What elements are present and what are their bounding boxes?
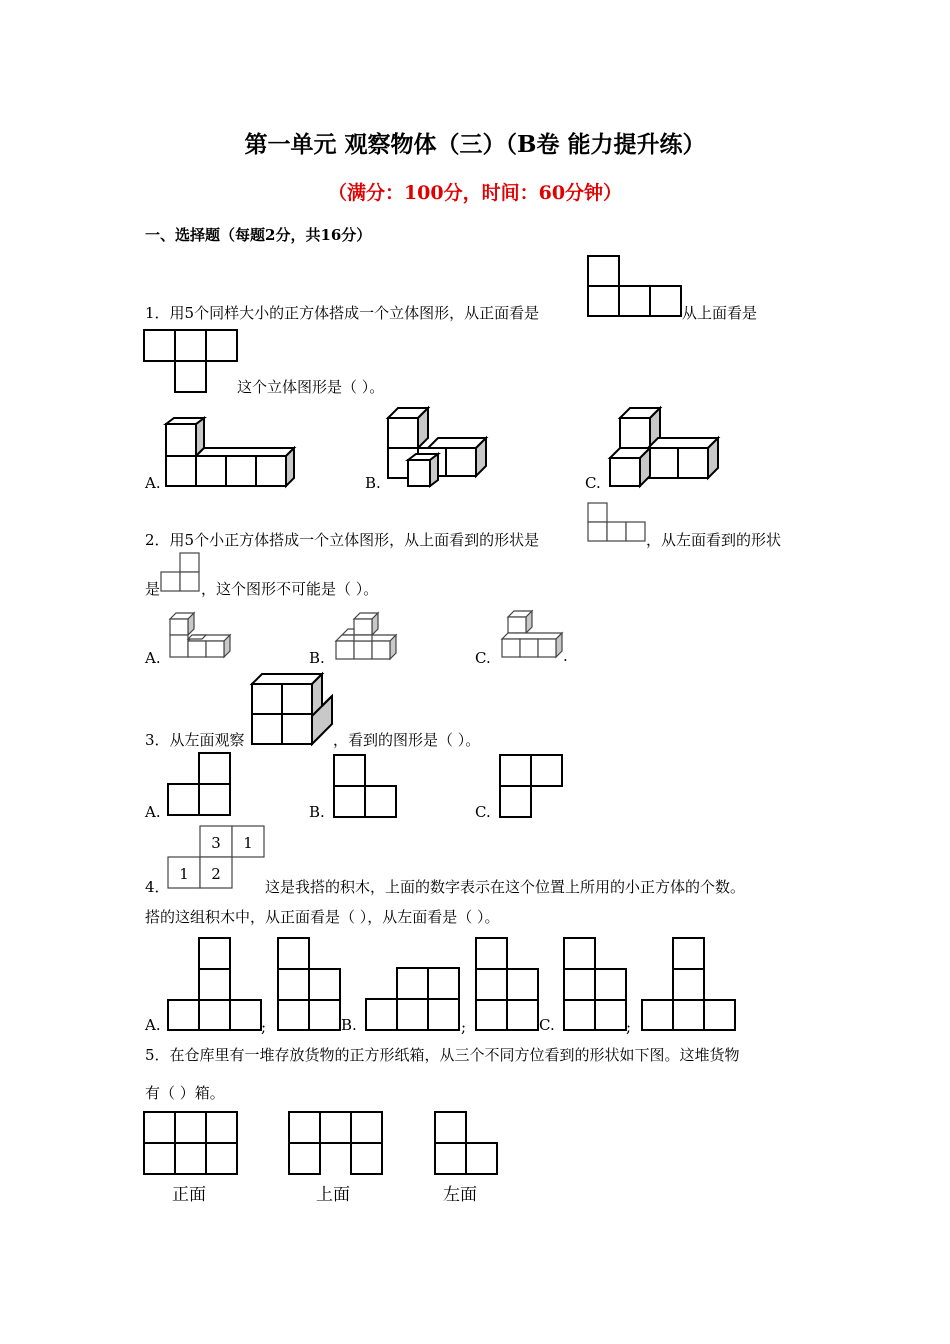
q4-top-view-numbers [168, 826, 266, 890]
q2-option-c-figure[interactable] [500, 611, 566, 661]
q4-separator: ; [261, 1018, 267, 1036]
section-heading: 一、选择题（每题2分，共16分） [145, 226, 372, 244]
q2-text-is: 是 [145, 580, 161, 598]
q2-option-b-figure[interactable] [334, 611, 400, 661]
q4-cell-number: 1 [243, 834, 253, 852]
q3-option-b-label[interactable]: B. [309, 803, 325, 821]
q1-option-a-figure[interactable] [166, 418, 298, 490]
page-subtitle: （满分：100分，时间：60分钟） [327, 182, 623, 204]
q4-option-a-label[interactable]: A. [145, 1016, 161, 1034]
q4-option-c-figure-2[interactable] [642, 938, 738, 1032]
q4-option-a-figure-1[interactable] [168, 938, 264, 1032]
q2-text-top: 2．用5个小正方体搭成一个立体图形，从上面看到的形状是 [145, 531, 540, 549]
q4-option-c-label[interactable]: C. [539, 1016, 555, 1034]
q1-option-a-label[interactable]: A. [145, 474, 161, 492]
q2-top-view-figure [588, 503, 646, 543]
q4-option-b-figure-1[interactable] [366, 968, 462, 1032]
q2-option-a-figure[interactable] [168, 611, 234, 659]
q4-separator: ; [461, 1018, 467, 1036]
q4-text-b: 这是我搭的积木，上面的数字表示在这个位置上所用的小正方体的个数。 [265, 878, 746, 896]
q3-option-b-figure[interactable] [334, 755, 398, 819]
q1-top-view-figure [144, 330, 238, 394]
q5-text-a: 5．在仓库里有一堆存放货物的正方形纸箱，从三个不同方位看到的形状如下图。这堆货物 [145, 1046, 740, 1064]
q5-top-view-figure [289, 1112, 385, 1176]
q1-option-b-figure[interactable] [388, 408, 490, 490]
q4-text-c: 搭的这组积木中，从正面看是（ ），从左面看是（ ）。 [145, 908, 500, 926]
q4-option-b-label[interactable]: B. [341, 1016, 357, 1034]
q1-text-front: 1．用5个同样大小的正方体搭成一个立体图形，从正面看是 [145, 304, 540, 322]
q4-option-b-figure-2[interactable] [476, 938, 540, 1032]
q4-number: 4． [145, 878, 170, 896]
q3-option-c-figure[interactable] [500, 755, 564, 819]
q3-option-a-figure[interactable] [168, 753, 232, 817]
q2-left-view-figure [161, 553, 201, 593]
q3-option-c-label[interactable]: C. [475, 803, 491, 821]
q5-left-view-figure [435, 1112, 499, 1176]
q5-label-front: 正面 [172, 1185, 206, 1205]
q2-text-left: ，从左面看到的形状 [646, 531, 782, 549]
q2-text-question: ，这个图形不可能是（ ）。 [201, 580, 379, 598]
q5-text-b: 有（ ）箱。 [145, 1084, 225, 1102]
q4-cell-number: 2 [211, 865, 221, 883]
q4-option-c-figure-1[interactable] [564, 938, 628, 1032]
q3-option-a-label[interactable]: A. [145, 803, 161, 821]
q1-text-top: 从上面看是 [682, 304, 758, 322]
q5-front-view-figure [144, 1112, 240, 1176]
q1-option-c-label[interactable]: C. [585, 474, 601, 492]
q2-option-c-label[interactable]: C. [475, 649, 491, 667]
q1-front-view-figure [588, 256, 682, 318]
q1-option-c-figure[interactable] [608, 408, 720, 490]
q3-text-a: 3．从左面观察 [145, 731, 245, 749]
q4-cell-number: 1 [179, 865, 189, 883]
q2-option-a-label[interactable]: A. [145, 649, 161, 667]
q2-trailing-mark: . [563, 647, 568, 665]
q5-label-top: 上面 [316, 1185, 350, 1205]
q3-solid-figure [252, 674, 334, 746]
page-title: 第一单元 观察物体（三）（B卷 能力提升练） [244, 131, 706, 158]
q4-option-a-figure-2[interactable] [278, 938, 342, 1032]
q1-text-question: 这个立体图形是（ ）。 [237, 378, 385, 396]
q5-label-left: 左面 [443, 1185, 477, 1205]
q4-cell-number: 3 [211, 834, 221, 852]
q3-text-b: ，看到的图形是（ ）。 [333, 731, 481, 749]
q4-separator: ; [626, 1018, 632, 1036]
q2-option-b-label[interactable]: B. [309, 649, 325, 667]
q1-option-b-label[interactable]: B. [365, 474, 381, 492]
